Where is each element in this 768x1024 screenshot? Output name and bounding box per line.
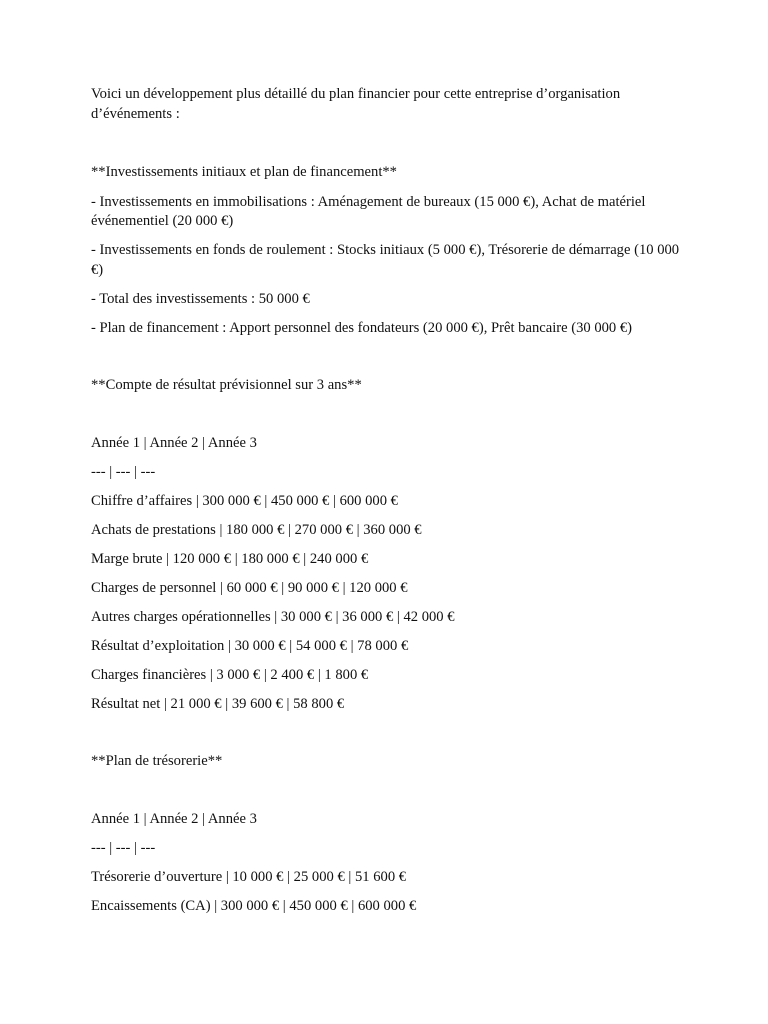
income-statement-row: Autres charges opérationnelles | 30 000 € | 36 000 € | 42 000 € [91,608,455,625]
income-statement-row: Marge brute | 120 000 € | 180 000 € | 240 000 € [91,550,369,567]
investment-item: - Investissements en fonds de roulement : Stocks initiaux (5 000 €), Trésorerie de démarrage (10 000 €) [91,242,680,278]
investments-section [91,163,691,338]
investments-heading: **Investissements initiaux et plan de financement** [91,164,397,180]
cash-plan-row: Trésorerie d’ouverture | 10 000 € | 25 000 € | 51 600 € [91,868,407,885]
income-statement-heading: **Compte de résultat prévisionnel sur 3 ans** [91,377,362,393]
income-statement-row: Résultat d’exploitation | 30 000 € | 54 000 € | 78 000 € [91,637,409,654]
income-statement-row: Charges de personnel | 60 000 € | 90 000 € | 120 000 € [91,579,408,596]
cash-plan-row: Encaissements (CA) | 300 000 € | 450 000 € | 600 000 € [91,897,417,914]
cash-plan-header-row: Année 1 | Année 2 | Année 3 [91,810,257,827]
income-statement-row: Achats de prestations | 180 000 € | 270 000 € | 360 000 € [91,521,422,538]
cash-plan-separator-row: --- | --- | --- [91,839,156,856]
cash-plan-section [91,752,691,916]
income-statement-row: Charges financières | 3 000 € | 2 400 € | 1 800 € [91,666,369,683]
income-statement-row: Résultat net | 21 000 € | 39 600 € | 58 800 € [91,695,345,712]
income-statement-row: Chiffre d’affaires | 300 000 € | 450 000 € | 600 000 € [91,492,398,509]
document-page [91,85,691,926]
investment-item: - Total des investissements : 50 000 € [91,290,310,307]
investment-item: - Plan de financement : Apport personnel des fondateurs (20 000 €), Prêt bancaire (30 000 €) [91,319,633,336]
income-statement-section [91,376,691,714]
cash-plan-heading: **Plan de trésorerie** [91,753,223,769]
income-statement-header-row: Année 1 | Année 2 | Année 3 [91,434,257,451]
intro-paragraph: Voici un développement plus détaillé du plan financier pour cette entreprise d’organisation d’événements : [91,86,621,122]
income-statement-separator-row: --- | --- | --- [91,463,156,480]
investment-item: - Investissements en immobilisations : Aménagement de bureaux (15 000 €), Achat de matériel événementiel (20 000 €) [91,193,646,229]
